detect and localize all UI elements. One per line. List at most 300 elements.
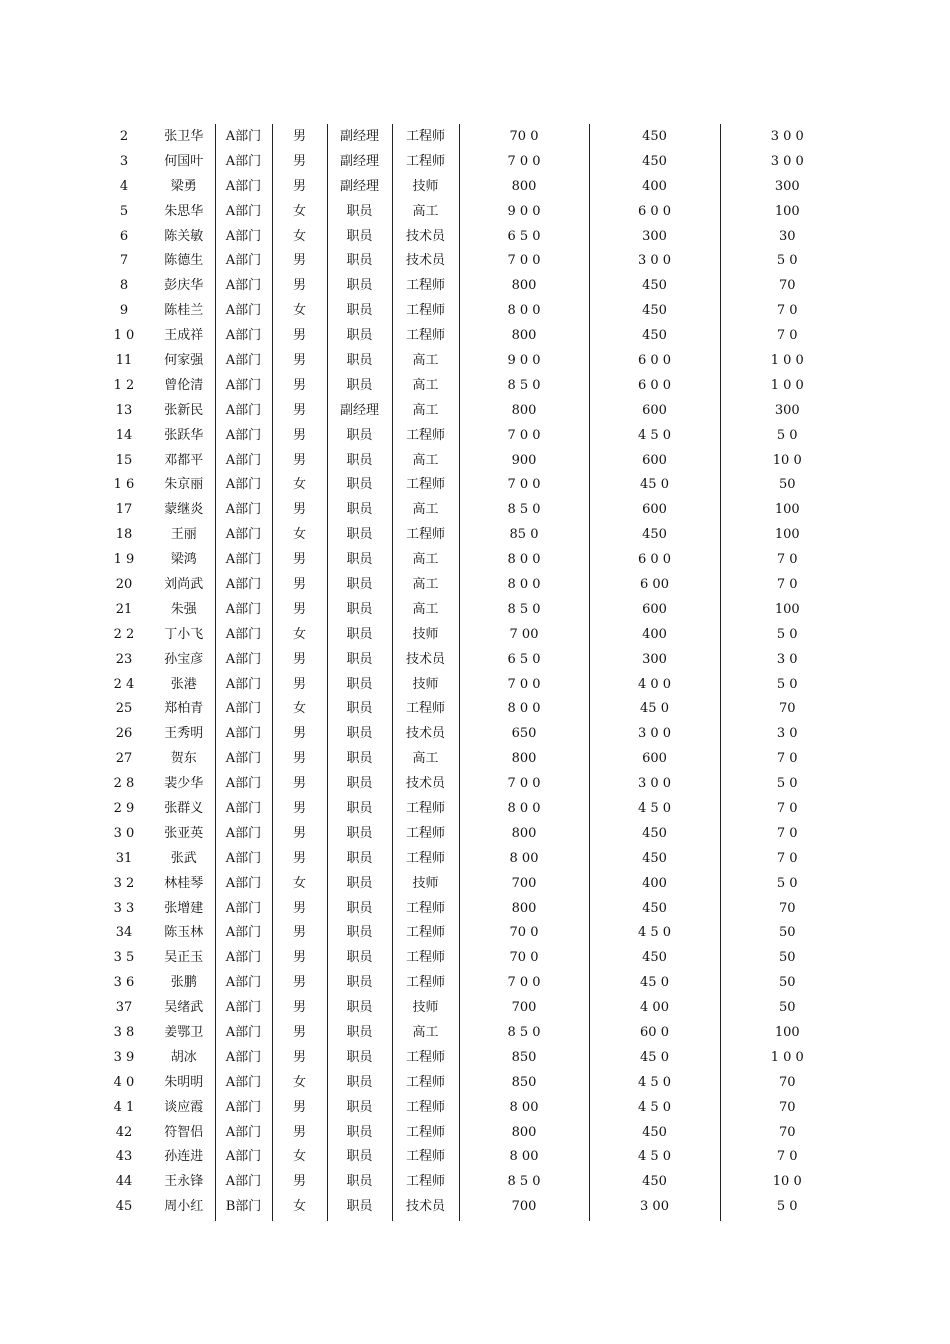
- value-3-cell: 100: [774, 527, 800, 543]
- value-1-cell: 900: [459, 448, 589, 473]
- table-row: [95, 174, 854, 199]
- gender-cell: 男: [272, 746, 327, 771]
- employee-name-cell: 张鹏: [153, 970, 215, 995]
- table-row: [95, 323, 854, 348]
- value-1-cell: 800: [459, 896, 589, 921]
- title-cell: 技术员: [392, 1194, 459, 1221]
- value-3-cell: 7 0: [776, 576, 798, 592]
- title-cell: 工程师: [392, 323, 459, 348]
- position-cell: 职员: [327, 1070, 392, 1095]
- department-cell: A部门: [215, 622, 272, 647]
- row-number-cell: 4 0: [113, 1074, 135, 1090]
- position-cell: 职员: [327, 547, 392, 572]
- table-row: [95, 1169, 854, 1194]
- gender-cell: 女: [272, 199, 327, 224]
- row-number-cell: 5: [119, 203, 129, 219]
- employee-name-cell: 胡冰: [153, 1045, 215, 1070]
- gender-cell: 男: [272, 248, 327, 273]
- value-1-cell: 8 00: [459, 846, 589, 871]
- gender-cell: 男: [272, 423, 327, 448]
- value-2-cell: 600: [589, 448, 720, 473]
- value-3-cell: 5 0: [776, 776, 798, 792]
- value-3-cell: 300: [774, 402, 800, 418]
- value-1-cell: 800: [459, 273, 589, 298]
- value-1-cell: 8 00: [459, 1145, 589, 1170]
- value-2-cell: 300: [589, 647, 720, 672]
- value-3-cell: 5 0: [776, 875, 798, 891]
- department-cell: A部门: [215, 174, 272, 199]
- row-number-cell: 3 3: [113, 900, 135, 916]
- value-3-cell: 50: [778, 925, 796, 941]
- position-cell: 职员: [327, 298, 392, 323]
- gender-cell: 男: [272, 572, 327, 597]
- value-2-cell: 4 5 0: [589, 921, 720, 946]
- value-1-cell: 700: [459, 871, 589, 896]
- gender-cell: 男: [272, 672, 327, 697]
- value-2-cell: 450: [589, 149, 720, 174]
- row-number-cell: 1 0: [113, 328, 135, 344]
- department-cell: A部门: [215, 472, 272, 497]
- title-cell: 工程师: [392, 298, 459, 323]
- gender-cell: 男: [272, 821, 327, 846]
- title-cell: 技术员: [392, 647, 459, 672]
- department-cell: A部门: [215, 647, 272, 672]
- value-3-cell: 5 0: [776, 676, 798, 692]
- department-cell: A部门: [215, 871, 272, 896]
- gender-cell: 女: [272, 696, 327, 721]
- value-2-cell: 4 00: [589, 995, 720, 1020]
- table-row: [95, 199, 854, 224]
- value-1-cell: 800: [459, 821, 589, 846]
- value-2-cell: 60 0: [589, 1020, 720, 1045]
- employee-name-cell: 吴绪武: [153, 995, 215, 1020]
- department-cell: A部门: [215, 199, 272, 224]
- title-cell: 技师: [392, 174, 459, 199]
- row-number-cell: 43: [115, 1149, 133, 1165]
- department-cell: A部门: [215, 597, 272, 622]
- gender-cell: 女: [272, 1070, 327, 1095]
- gender-cell: 男: [272, 547, 327, 572]
- department-cell: A部门: [215, 1095, 272, 1120]
- department-cell: A部门: [215, 323, 272, 348]
- table-row: [95, 248, 854, 273]
- employee-table: [95, 124, 854, 1221]
- department-cell: A部门: [215, 1169, 272, 1194]
- employee-name-cell: 朱强: [153, 597, 215, 622]
- gender-cell: 男: [272, 373, 327, 398]
- table-row: [95, 497, 854, 522]
- position-cell: 职员: [327, 821, 392, 846]
- title-cell: 工程师: [392, 1095, 459, 1120]
- employee-name-cell: 彭庆华: [153, 273, 215, 298]
- department-cell: A部门: [215, 921, 272, 946]
- position-cell: 职员: [327, 871, 392, 896]
- department-cell: A部门: [215, 547, 272, 572]
- value-3-cell: 100: [774, 1025, 800, 1040]
- value-3-cell: 100: [774, 203, 800, 219]
- table-row: [95, 1194, 854, 1221]
- row-number-cell: 1 9: [113, 552, 135, 568]
- position-cell: 职员: [327, 721, 392, 746]
- value-2-cell: 3 00: [589, 1194, 720, 1221]
- gender-cell: 男: [272, 1095, 327, 1120]
- department-cell: A部门: [215, 1045, 272, 1070]
- employee-name-cell: 邓都平: [153, 448, 215, 473]
- value-1-cell: 7 0 0: [459, 423, 589, 448]
- value-1-cell: 8 0 0: [459, 572, 589, 597]
- department-cell: A部门: [215, 423, 272, 448]
- title-cell: 工程师: [392, 896, 459, 921]
- title-cell: 工程师: [392, 970, 459, 995]
- value-1-cell: 85 0: [459, 522, 589, 547]
- value-1-cell: 9 0 0: [459, 348, 589, 373]
- department-cell: A部门: [215, 746, 272, 771]
- position-cell: 职员: [327, 1194, 392, 1221]
- value-1-cell: 7 0 0: [459, 149, 589, 174]
- title-cell: 技术员: [392, 721, 459, 746]
- employee-name-cell: 何国叶: [153, 149, 215, 174]
- value-2-cell: 6 0 0: [589, 373, 720, 398]
- department-cell: A部门: [215, 124, 272, 149]
- value-3-cell: 70: [778, 900, 796, 916]
- row-number-cell: 20: [115, 576, 133, 592]
- row-number-cell: 3: [119, 153, 129, 169]
- employee-name-cell: 林桂琴: [153, 871, 215, 896]
- gender-cell: 男: [272, 273, 327, 298]
- gender-cell: 女: [272, 224, 327, 249]
- gender-cell: 男: [272, 497, 327, 522]
- employee-table-body: [95, 124, 854, 1221]
- employee-table-sheet: [95, 124, 854, 1221]
- department-cell: A部门: [215, 771, 272, 796]
- position-cell: 副经理: [327, 149, 392, 174]
- value-2-cell: 300: [589, 224, 720, 249]
- employee-name-cell: 张群义: [153, 796, 215, 821]
- employee-name-cell: 王秀明: [153, 721, 215, 746]
- value-2-cell: 400: [589, 174, 720, 199]
- value-1-cell: 850: [459, 1070, 589, 1095]
- gender-cell: 男: [272, 1120, 327, 1145]
- value-1-cell: 850: [459, 1045, 589, 1070]
- gender-cell: 男: [272, 995, 327, 1020]
- row-number-cell: 2 2: [113, 626, 135, 642]
- employee-name-cell: 曾伦清: [153, 373, 215, 398]
- department-cell: A部门: [215, 821, 272, 846]
- value-2-cell: 600: [589, 597, 720, 622]
- table-row: [95, 1020, 854, 1045]
- gender-cell: 男: [272, 1020, 327, 1045]
- position-cell: 职员: [327, 647, 392, 672]
- gender-cell: 女: [272, 472, 327, 497]
- row-number-cell: 2 9: [113, 800, 135, 816]
- row-number-cell: 21: [115, 601, 133, 617]
- table-row: [95, 721, 854, 746]
- value-3-cell: 50: [778, 477, 796, 493]
- department-cell: A部门: [215, 896, 272, 921]
- value-1-cell: 8 5 0: [459, 497, 589, 522]
- gender-cell: 男: [272, 771, 327, 796]
- employee-name-cell: 朱明明: [153, 1070, 215, 1095]
- position-cell: 职员: [327, 1120, 392, 1145]
- position-cell: 职员: [327, 672, 392, 697]
- employee-name-cell: 贺东: [153, 746, 215, 771]
- value-3-cell: 5 0: [776, 1199, 798, 1215]
- department-cell: A部门: [215, 248, 272, 273]
- department-cell: A部门: [215, 1070, 272, 1095]
- value-2-cell: 45 0: [589, 970, 720, 995]
- value-1-cell: 7 0 0: [459, 970, 589, 995]
- department-cell: A部门: [215, 672, 272, 697]
- value-1-cell: 8 5 0: [459, 1169, 589, 1194]
- employee-name-cell: 张武: [153, 846, 215, 871]
- table-row: [95, 224, 854, 249]
- position-cell: 职员: [327, 995, 392, 1020]
- row-number-cell: 13: [115, 402, 133, 418]
- value-1-cell: 70 0: [459, 124, 589, 149]
- value-1-cell: 800: [459, 323, 589, 348]
- row-number-cell: 3 5: [113, 950, 135, 966]
- department-cell: A部门: [215, 945, 272, 970]
- row-number-cell: 26: [115, 726, 133, 742]
- gender-cell: 女: [272, 1194, 327, 1221]
- value-3-cell: 3 0: [776, 726, 798, 742]
- value-2-cell: 6 0 0: [589, 199, 720, 224]
- position-cell: 职员: [327, 696, 392, 721]
- value-2-cell: 45 0: [589, 696, 720, 721]
- position-cell: 职员: [327, 945, 392, 970]
- table-row: [95, 921, 854, 946]
- value-1-cell: 800: [459, 1120, 589, 1145]
- value-3-cell: 5 0: [776, 626, 798, 642]
- position-cell: 职员: [327, 970, 392, 995]
- value-2-cell: 4 5 0: [589, 1145, 720, 1170]
- table-row: [95, 896, 854, 921]
- value-1-cell: 6 5 0: [459, 647, 589, 672]
- title-cell: 高工: [392, 746, 459, 771]
- department-cell: A部门: [215, 448, 272, 473]
- employee-name-cell: 符智侣: [153, 1120, 215, 1145]
- value-2-cell: 600: [589, 746, 720, 771]
- table-row: [95, 696, 854, 721]
- title-cell: 高工: [392, 597, 459, 622]
- gender-cell: 男: [272, 796, 327, 821]
- gender-cell: 男: [272, 1045, 327, 1070]
- value-3-cell: 70: [778, 1074, 796, 1090]
- row-number-cell: 15: [115, 452, 133, 468]
- position-cell: 职员: [327, 921, 392, 946]
- value-3-cell: 1 0 0: [770, 377, 804, 393]
- row-number-cell: 1 6: [113, 477, 135, 493]
- employee-name-cell: 王永锋: [153, 1169, 215, 1194]
- employee-name-cell: 周小红: [153, 1194, 215, 1221]
- value-3-cell: 1 0 0: [770, 1049, 804, 1065]
- value-1-cell: 9 0 0: [459, 199, 589, 224]
- gender-cell: 男: [272, 323, 327, 348]
- table-row: [95, 945, 854, 970]
- value-1-cell: 7 0 0: [459, 248, 589, 273]
- gender-cell: 男: [272, 896, 327, 921]
- employee-name-cell: 陈玉林: [153, 921, 215, 946]
- position-cell: 职员: [327, 846, 392, 871]
- employee-name-cell: 陈桂兰: [153, 298, 215, 323]
- value-3-cell: 70: [778, 1099, 796, 1115]
- position-cell: 职员: [327, 771, 392, 796]
- row-number-cell: 31: [115, 850, 133, 866]
- position-cell: 职员: [327, 348, 392, 373]
- table-row: [95, 1145, 854, 1170]
- position-cell: 职员: [327, 448, 392, 473]
- row-number-cell: 2 8: [113, 776, 135, 792]
- row-number-cell: 3 0: [113, 825, 135, 841]
- value-2-cell: 4 5 0: [589, 796, 720, 821]
- row-number-cell: 27: [115, 751, 133, 767]
- title-cell: 高工: [392, 348, 459, 373]
- value-3-cell: 7 0: [776, 552, 798, 568]
- department-cell: A部门: [215, 721, 272, 746]
- department-cell: A部门: [215, 1020, 272, 1045]
- row-number-cell: 3 9: [113, 1049, 135, 1065]
- employee-name-cell: 吴正玉: [153, 945, 215, 970]
- value-2-cell: 6 0 0: [589, 547, 720, 572]
- title-cell: 工程师: [392, 1045, 459, 1070]
- position-cell: 职员: [327, 622, 392, 647]
- title-cell: 高工: [392, 1020, 459, 1045]
- title-cell: 工程师: [392, 846, 459, 871]
- position-cell: 职员: [327, 896, 392, 921]
- value-3-cell: 5 0: [776, 427, 798, 443]
- value-3-cell: 7 0: [776, 1149, 798, 1165]
- table-row: [95, 1095, 854, 1120]
- employee-name-cell: 丁小飞: [153, 622, 215, 647]
- value-1-cell: 6 5 0: [459, 224, 589, 249]
- value-3-cell: 7 0: [776, 850, 798, 866]
- value-3-cell: 70: [778, 701, 796, 717]
- value-1-cell: 8 5 0: [459, 597, 589, 622]
- gender-cell: 男: [272, 448, 327, 473]
- value-3-cell: 100: [774, 601, 800, 617]
- employee-name-cell: 郑柏青: [153, 696, 215, 721]
- table-row: [95, 1045, 854, 1070]
- title-cell: 高工: [392, 398, 459, 423]
- value-1-cell: 7 00: [459, 622, 589, 647]
- gender-cell: 男: [272, 846, 327, 871]
- title-cell: 技师: [392, 995, 459, 1020]
- department-cell: A部门: [215, 995, 272, 1020]
- value-1-cell: 8 00: [459, 1095, 589, 1120]
- position-cell: 职员: [327, 472, 392, 497]
- value-2-cell: 3 0 0: [589, 721, 720, 746]
- value-2-cell: 450: [589, 821, 720, 846]
- gender-cell: 男: [272, 721, 327, 746]
- table-row: [95, 398, 854, 423]
- value-2-cell: 6 0 0: [589, 348, 720, 373]
- position-cell: 职员: [327, 572, 392, 597]
- table-row: [95, 547, 854, 572]
- position-cell: 职员: [327, 224, 392, 249]
- position-cell: 职员: [327, 1145, 392, 1170]
- employee-name-cell: 梁勇: [153, 174, 215, 199]
- value-1-cell: 700: [459, 1194, 589, 1221]
- department-cell: A部门: [215, 373, 272, 398]
- value-1-cell: 8 0 0: [459, 696, 589, 721]
- table-row: [95, 572, 854, 597]
- title-cell: 工程师: [392, 1145, 459, 1170]
- row-number-cell: 37: [115, 1000, 133, 1016]
- row-number-cell: 1 2: [113, 377, 135, 393]
- position-cell: 副经理: [327, 124, 392, 149]
- table-row: [95, 746, 854, 771]
- value-1-cell: 800: [459, 398, 589, 423]
- table-row: [95, 771, 854, 796]
- value-2-cell: 3 0 0: [589, 771, 720, 796]
- title-cell: 高工: [392, 199, 459, 224]
- gender-cell: 男: [272, 1169, 327, 1194]
- position-cell: 职员: [327, 423, 392, 448]
- title-cell: 工程师: [392, 921, 459, 946]
- department-cell: A部门: [215, 1120, 272, 1145]
- row-number-cell: 44: [115, 1174, 133, 1190]
- value-2-cell: 4 0 0: [589, 672, 720, 697]
- row-number-cell: 8: [119, 278, 129, 294]
- value-1-cell: 8 0 0: [459, 298, 589, 323]
- table-row: [95, 448, 854, 473]
- title-cell: 高工: [392, 572, 459, 597]
- gender-cell: 男: [272, 647, 327, 672]
- table-row: [95, 348, 854, 373]
- value-1-cell: 800: [459, 174, 589, 199]
- row-number-cell: 3 2: [113, 875, 135, 891]
- employee-name-cell: 张卫华: [153, 124, 215, 149]
- table-row: [95, 423, 854, 448]
- gender-cell: 男: [272, 970, 327, 995]
- title-cell: 工程师: [392, 945, 459, 970]
- position-cell: 职员: [327, 497, 392, 522]
- value-2-cell: 450: [589, 1169, 720, 1194]
- row-number-cell: 4: [119, 178, 129, 194]
- employee-name-cell: 张港: [153, 672, 215, 697]
- gender-cell: 女: [272, 298, 327, 323]
- position-cell: 职员: [327, 273, 392, 298]
- table-row: [95, 622, 854, 647]
- row-number-cell: 45: [115, 1199, 133, 1215]
- gender-cell: 女: [272, 622, 327, 647]
- employee-name-cell: 陈德生: [153, 248, 215, 273]
- employee-name-cell: 王成祥: [153, 323, 215, 348]
- value-3-cell: 7 0: [776, 751, 798, 767]
- department-cell: A部门: [215, 497, 272, 522]
- department-cell: A部门: [215, 348, 272, 373]
- table-row: [95, 1120, 854, 1145]
- title-cell: 高工: [392, 448, 459, 473]
- table-row: [95, 522, 854, 547]
- value-3-cell: 3 0 0: [770, 128, 804, 144]
- table-row: [95, 298, 854, 323]
- employee-name-cell: 谈应霞: [153, 1095, 215, 1120]
- value-3-cell: 10 0: [772, 452, 802, 468]
- department-cell: A部门: [215, 1145, 272, 1170]
- position-cell: 职员: [327, 1095, 392, 1120]
- gender-cell: 女: [272, 1145, 327, 1170]
- department-cell: A部门: [215, 298, 272, 323]
- title-cell: 工程师: [392, 696, 459, 721]
- value-3-cell: 70: [778, 278, 796, 294]
- table-row: [95, 846, 854, 871]
- value-2-cell: 450: [589, 846, 720, 871]
- value-2-cell: 400: [589, 871, 720, 896]
- value-2-cell: 600: [589, 497, 720, 522]
- value-2-cell: 450: [589, 273, 720, 298]
- row-number-cell: 3 6: [113, 975, 135, 991]
